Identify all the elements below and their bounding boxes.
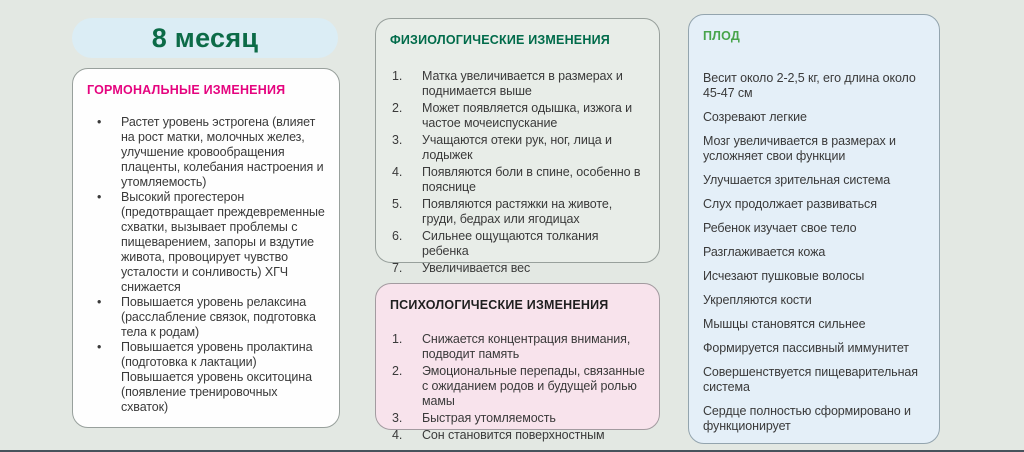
list-item-text: Учащаются отеки рук, ног, лица и лодыжек <box>422 133 612 162</box>
number-marker: 1. <box>392 332 403 346</box>
title-pill <box>72 18 338 58</box>
fetus-item: Слух продолжает развиваться <box>703 197 877 211</box>
list-item <box>392 133 645 163</box>
physiological-list <box>390 69 645 276</box>
hormonal-list <box>87 115 325 415</box>
list-item <box>97 370 325 415</box>
fetus-item: Ребенок изучает свое тело <box>703 221 857 235</box>
list-item <box>392 364 645 409</box>
page-title: 8 месяц <box>151 22 259 53</box>
number-marker: 4. <box>392 165 403 179</box>
panel-hormonal <box>72 68 340 428</box>
hormonal-header: ГОРМОНАЛЬНЫЕ ИЗМЕНЕНИЯ <box>87 83 286 97</box>
list-item <box>392 69 645 99</box>
fetus-item: Мышцы становятся сильнее <box>703 317 866 331</box>
list-item-text: Может появляется одышка, изжога и частое мочеиспускание <box>422 101 633 130</box>
list-item-text: Растет уровень эстрогена (влияет на рост матки, молочных желез, улучшение кровообращения плаценты, колебания настроения и утомляемость) <box>121 115 324 189</box>
number-marker: 4. <box>392 428 403 442</box>
fetus-item: Исчезают пушковые волосы <box>703 269 865 283</box>
list-item-text: Повышается уровень окситоцина (появление тренировочных схваток) <box>121 370 312 414</box>
list-item <box>97 190 325 295</box>
list-item <box>392 428 645 443</box>
list-item <box>392 101 645 131</box>
list-item-text: Сильнее ощущаются толкания ребенка <box>422 229 599 258</box>
psychological-list <box>390 332 645 443</box>
list-item <box>392 197 645 227</box>
number-marker: 3. <box>392 411 403 425</box>
number-marker: 2. <box>392 364 403 378</box>
bullet-marker: • <box>97 190 102 204</box>
list-item <box>392 261 645 276</box>
fetus-list <box>703 71 925 434</box>
number-marker: 5. <box>392 197 403 211</box>
number-marker: 6. <box>392 229 403 243</box>
list-item-text: Повышается уровень релаксина (расслабление связок, подготовка тела к родам) <box>121 295 316 339</box>
panel-psychological <box>375 283 660 442</box>
list-item <box>97 115 325 190</box>
bullet-marker: • <box>97 115 102 129</box>
fetus-item: Совершенствуется пищеварительная система <box>703 365 918 394</box>
list-item-text: Матка увеличивается в размерах и поднимается выше <box>422 69 623 98</box>
list-item <box>392 332 645 362</box>
bullet-marker <box>97 370 121 415</box>
list-item <box>97 340 325 370</box>
panel-physiological <box>375 18 660 275</box>
fetus-item: Разглаживается кожа <box>703 245 826 259</box>
fetus-item: Созревают легкие <box>703 110 807 124</box>
list-item <box>392 411 645 426</box>
fetus-item: Мозг увеличивается в размерах и усложняет свои функции <box>703 134 896 163</box>
list-item-text: Появляются боли в спине, особенно в пояснице <box>422 165 641 194</box>
number-marker: 2. <box>392 101 403 115</box>
bullet-marker: • <box>97 295 102 309</box>
list-item-text: Быстрая утомляемость <box>422 411 556 425</box>
list-item-text: Высокий прогестерон (предотвращает преждевременные схватки, вызывает проблемы с пищеварением, запоры и вздутие живота, провоцирует чувство усталости и сонливость) ХГЧ снижается <box>121 190 325 294</box>
list-item-text: Увеличивается вес <box>422 261 531 275</box>
fetus-item: Весит около 2-2,5 кг, его длина около 45-47 см <box>703 71 916 100</box>
panel-fetus <box>688 14 940 444</box>
psychological-header: ПСИХОЛОГИЧЕСКИЕ ИЗМЕНЕНИЯ <box>390 298 609 312</box>
fetus-item: Формируется пассивный иммунитет <box>703 341 909 355</box>
list-item <box>97 295 325 340</box>
list-item-text: Появляются растяжки на животе, груди, бедрах или ягодицах <box>422 197 613 226</box>
fetus-item: Сердце полностью сформировано и функционирует <box>703 404 911 433</box>
fetus-item: Улучшается зрительная система <box>703 173 891 187</box>
number-marker: 7. <box>392 261 403 275</box>
fetus-item: Укрепляются кости <box>703 293 812 307</box>
list-item <box>392 165 645 195</box>
list-item-text: Эмоциональные перепады, связанные с ожиданием родов и будущей ролью мамы <box>422 364 645 408</box>
list-item-text: Повышается уровень пролактина (подготовка к лактации) <box>121 340 313 369</box>
list-item-text: Сон становится поверхностным <box>422 428 605 442</box>
bullet-marker: • <box>97 340 102 354</box>
physiological-header: ФИЗИОЛОГИЧЕСКИЕ ИЗМЕНЕНИЯ <box>390 33 610 47</box>
number-marker: 3. <box>392 133 403 147</box>
list-item <box>392 229 645 259</box>
number-marker: 1. <box>392 69 403 83</box>
fetus-header: ПЛОД <box>703 29 741 43</box>
list-item-text: Снижается концентрация внимания, подводит память <box>422 332 631 361</box>
